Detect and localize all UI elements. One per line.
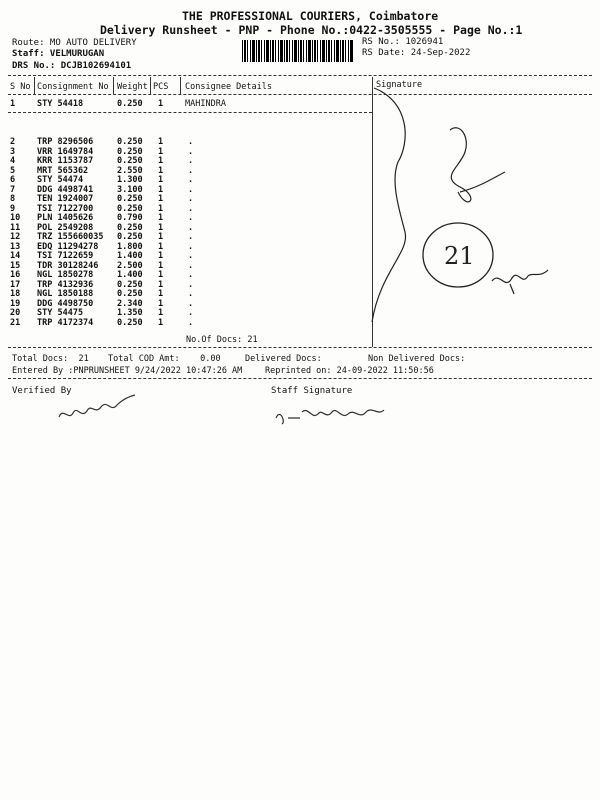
cell-pcs: 1 (158, 213, 164, 223)
cell-weight: 0.250 (117, 232, 143, 242)
cell-sno: 4 (10, 156, 16, 166)
barcode (242, 40, 354, 62)
cell-consignment: TEN 1924007 (37, 194, 94, 204)
cell-consignee-dot: . (188, 308, 194, 318)
cell-weight: 0.250 (117, 137, 143, 147)
cell-consignee-dot: . (188, 194, 194, 204)
cell-consignee-dot: . (188, 232, 194, 242)
cell-sno: 9 (10, 203, 16, 214)
cell-sno: 18 (10, 289, 21, 299)
cell-consignment: PLN 1405626 (37, 213, 94, 223)
cell-pcs: 1 (158, 175, 164, 185)
cell-consignee-dot: . (188, 251, 194, 261)
cell-sno: 3 (10, 146, 16, 157)
cell-sno: 7 (10, 184, 16, 195)
cell-sno: 5 (10, 165, 16, 176)
cell-sno: 16 (10, 270, 21, 280)
cell-consignee-dot: . (188, 222, 194, 233)
col-header-weight: Weight (117, 82, 148, 92)
company-title: THE PROFESSIONAL COURIERS, Coimbatore (182, 9, 439, 23)
cell-consignment: VRR 1649784 (37, 146, 94, 157)
cell-weight: 0.250 (117, 146, 143, 157)
no-of-docs: No.Of Docs: 21 (186, 335, 258, 345)
col-sep-2 (113, 77, 114, 94)
cell-consignment: TRP 4132936 (37, 279, 94, 290)
cell-pcs: 1 (158, 289, 164, 299)
cell-weight: 0.250 (117, 222, 143, 233)
cell-weight: 0.250 (117, 156, 143, 166)
cell-pcs: 1 (158, 146, 164, 157)
cell-sno: 14 (10, 251, 21, 261)
reprinted-on: Reprinted on: 24-09-2022 11:50:56 (265, 366, 434, 376)
verified-by-label: Verified By (12, 386, 72, 396)
delivered-docs: Delivered Docs: (245, 354, 322, 364)
cell-consignee-dot: . (188, 156, 194, 166)
cell-pcs: 1 (158, 251, 164, 261)
non-delivered-docs: Non Delivered Docs: (368, 354, 466, 364)
cell-consignment: TRP 8296506 (37, 137, 94, 147)
cell-consignee-dot: . (188, 165, 194, 176)
col-sep-1 (34, 77, 35, 94)
cell-consignment: DDG 4498741 (37, 184, 94, 195)
cell-weight: 2.340 (117, 298, 143, 309)
cell-weight: 1.350 (117, 308, 143, 318)
initials-scribble (490, 266, 550, 296)
row-1-rule (8, 112, 372, 113)
cell-weight: 0.250 (117, 203, 143, 214)
cell-pcs: 1 (158, 270, 164, 280)
cell-sno: 20 (10, 308, 21, 318)
rs-date: RS Date: 24-Sep-2022 (362, 48, 471, 58)
cell-pcs: 1 (158, 156, 164, 166)
cell-pcs: 1 (158, 308, 164, 318)
cell-consignment: MRT 565362 (37, 165, 89, 176)
cell-consignee-dot: . (188, 203, 194, 214)
cell-sno: 11 (10, 222, 21, 233)
cell-sno: 1 (10, 99, 16, 109)
cell-pcs: 1 (158, 260, 164, 271)
cell-pcs: 1 (158, 317, 164, 328)
route-label: Route: MO AUTO DELIVERY (12, 38, 137, 48)
cell-sno: 6 (10, 175, 16, 185)
staff-signature-label: Staff Signature (271, 386, 353, 396)
cell-weight: 0.250 (117, 317, 143, 328)
cell-pcs: 1 (158, 184, 164, 195)
footer-rule (8, 378, 592, 379)
entered-by: Entered By :PNPRUNSHEET 9/24/2022 10:47:26 AM (12, 366, 243, 376)
staff-label: Staff: VELMURUGAN (12, 49, 105, 59)
cell-weight: 0.250 (117, 194, 143, 204)
runsheet-title: Delivery Runsheet - PNP - Phone No.:0422-3505555 - Page No.:1 (100, 23, 523, 37)
cell-consignee-dot: . (188, 289, 194, 299)
cell-consignee-dot: . (188, 317, 194, 328)
drs-number: DRS No.: DCJB102694101 (12, 61, 132, 71)
cell-consignment: POL 2549208 (37, 222, 94, 233)
cell-consignee-dot: . (188, 175, 194, 185)
col-header-consignee: Consignee Details (185, 82, 272, 92)
cell-sno: 8 (10, 194, 16, 204)
cell-sno: 15 (10, 260, 21, 271)
cell-consignment: TSI 7122659 (37, 251, 94, 261)
cell-consignee-dot: . (188, 213, 194, 223)
col-header-signature: Signature (376, 80, 423, 90)
docs-count-circle (418, 218, 498, 293)
cell-sno: 10 (10, 213, 21, 223)
cell-consignee-dot: . (188, 279, 194, 290)
total-cod: Total COD Amt: 0.00 (108, 354, 221, 364)
total-docs: Total Docs: 21 (12, 354, 89, 364)
cell-pcs: 1 (158, 298, 164, 309)
cell-consignee-dot: . (188, 184, 194, 195)
cell-pcs: 1 (158, 137, 164, 147)
cell-consignment: TSI 7122700 (37, 203, 94, 214)
col-header-sno: S No (10, 82, 31, 92)
cell-weight: 0.790 (117, 213, 143, 223)
cell-sno: 2 (10, 137, 16, 147)
handwritten-count: 21 (444, 242, 475, 270)
col-sep-3 (150, 77, 151, 94)
cell-pcs: 1 (158, 203, 164, 214)
cell-sno: 12 (10, 232, 21, 242)
cell-weight: 2.500 (117, 260, 143, 271)
header-top-rule (8, 75, 592, 76)
cell-sno: 17 (10, 279, 21, 290)
table-bottom-rule (8, 347, 592, 348)
cell-pcs: 1 (158, 222, 164, 233)
cell-weight: 1.300 (117, 175, 143, 185)
cell-consignee-dot: . (188, 146, 194, 157)
cell-consignment: TRZ 155660035 (37, 232, 104, 242)
rs-number: RS No.: 1026941 (362, 37, 444, 47)
cell-consignment: STY 54418 (37, 99, 84, 109)
cell-consignee-dot: . (188, 137, 194, 147)
cell-sno: 19 (10, 298, 21, 309)
cell-weight: 1.400 (117, 251, 143, 261)
cell-consignment: KRR 1153787 (37, 156, 94, 166)
cell-consignment: NGL 1850188 (37, 289, 94, 299)
cell-consignee-dot: . (188, 270, 194, 280)
cell-consignee-dot: . (188, 298, 194, 309)
cell-consignment: TRP 4172374 (37, 317, 94, 328)
cell-weight: 1.800 (117, 241, 143, 252)
cell-consignment: EDQ 11294278 (37, 241, 99, 252)
cell-weight: 2.550 (117, 165, 143, 176)
cell-pcs: 1 (158, 99, 164, 109)
cell-weight: 1.400 (117, 270, 143, 280)
cell-consignment: NGL 1850278 (37, 270, 94, 280)
cell-pcs: 1 (158, 194, 164, 204)
cell-weight: 0.250 (117, 289, 143, 299)
cell-weight: 3.100 (117, 184, 143, 195)
cell-sno: 21 (10, 317, 21, 328)
cell-consignment: DDG 4498750 (37, 298, 94, 309)
cell-pcs: 1 (158, 279, 164, 290)
cell-consignee-dot: . (188, 241, 194, 252)
cell-sno: 13 (10, 241, 21, 252)
cell-pcs: 1 (158, 232, 164, 242)
cell-weight: 0.250 (117, 99, 143, 109)
col-header-consignment: Consignment No (37, 82, 109, 92)
cell-consignment: TDR 30128246 (37, 260, 99, 271)
col-header-pcs: PCS (153, 82, 169, 92)
cell-consignment: STY 54474 (37, 175, 84, 185)
cell-consignee: MAHINDRA (185, 99, 226, 109)
cell-weight: 0.250 (117, 279, 143, 290)
col-sep-4 (180, 77, 181, 94)
staff-signature (272, 400, 392, 430)
cell-pcs: 1 (158, 165, 164, 176)
verifier-signature (55, 393, 145, 428)
cell-consignee-dot: . (188, 260, 194, 271)
cell-consignment: STY 54475 (37, 308, 84, 318)
cell-pcs: 1 (158, 241, 164, 252)
